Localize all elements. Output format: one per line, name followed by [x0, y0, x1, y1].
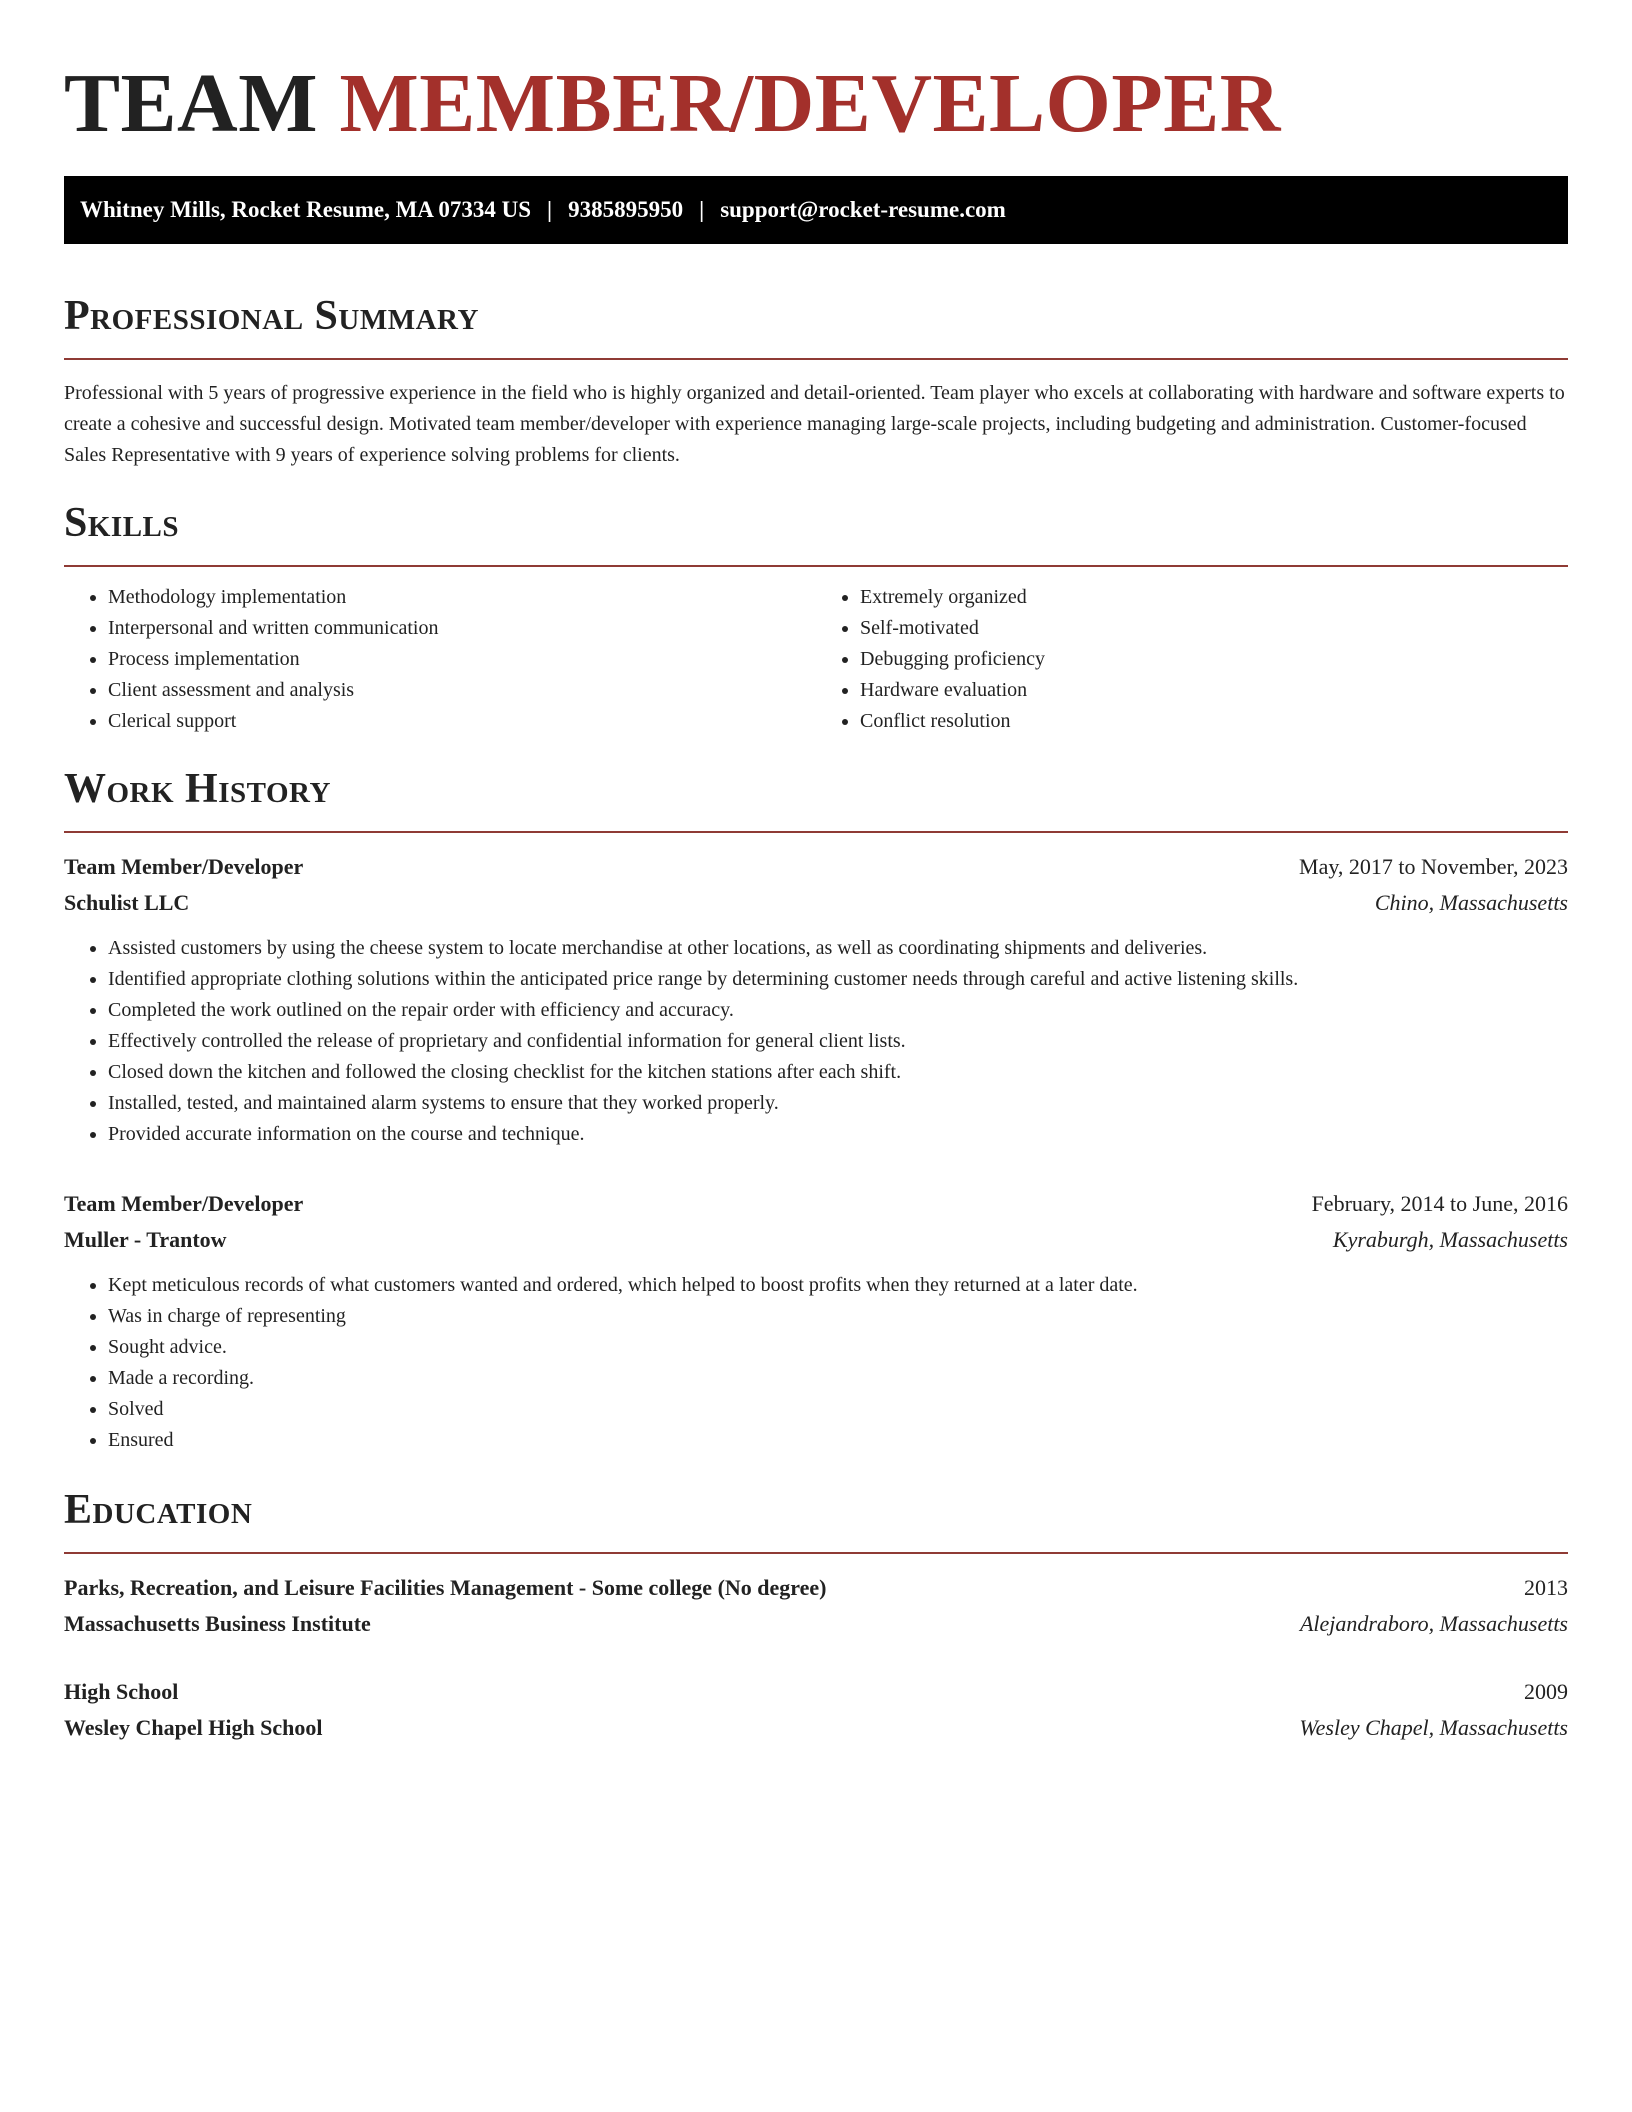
job-bullet: • Sought advice.: [108, 1332, 1568, 1363]
skills-column-left: [64, 582, 816, 737]
skill-item: • Interpersonal and written communication: [108, 613, 816, 644]
job-entry: [64, 1186, 1568, 1456]
title-part-1: TEAM: [64, 57, 318, 150]
education-entry: [64, 1570, 1568, 1642]
education-degree: High School: [64, 1679, 179, 1704]
job-bullets: [64, 1270, 1568, 1456]
skills-list: [64, 582, 1568, 737]
education-heading: Education: [64, 1487, 253, 1533]
resume-title: [64, 48, 1568, 160]
job-header-row: [64, 849, 1568, 885]
education-header-row: [64, 1674, 1568, 1710]
education-school: Wesley Chapel High School: [64, 1715, 323, 1740]
skills-heading: Skills: [64, 500, 180, 546]
job-bullet: • Made a recording.: [108, 1363, 1568, 1394]
job-bullet: • Closed down the kitchen and followed the closing checklist for the kitchen stations after each shift.: [108, 1057, 1568, 1088]
job-bullet: • Installed, tested, and maintained alarm systems to ensure that they worked properly.: [108, 1088, 1568, 1119]
education-degree: Parks, Recreation, and Leisure Facilities Management - Some college (No degree): [64, 1575, 827, 1600]
education-header-row: [64, 1570, 1568, 1606]
contact-separator: |: [547, 197, 553, 222]
job-bullet: • Solved: [108, 1394, 1568, 1425]
contact-separator: |: [699, 197, 705, 222]
job-bullet: • Identified appropriate clothing solutions within the anticipated price range by determining customer needs through careful and active listening skills.: [108, 964, 1568, 995]
education-year: 2013: [1524, 1575, 1568, 1600]
education-school-row: [64, 1710, 1568, 1746]
education-location: Wesley Chapel, Massachusetts: [1299, 1715, 1568, 1740]
section-divider: [64, 358, 1568, 360]
job-dates: February, 2014 to June, 2016: [1311, 1191, 1568, 1216]
job-company: Muller - Trantow: [64, 1227, 227, 1252]
job-title: Team Member/Developer: [64, 1191, 304, 1216]
education-year: 2009: [1524, 1679, 1568, 1704]
job-location: Chino, Massachusetts: [1374, 890, 1568, 915]
title-part-2: MEMBER/DEVELOPER: [339, 57, 1281, 150]
job-title: Team Member/Developer: [64, 854, 304, 879]
skill-item: • Self-motivated: [860, 613, 1568, 644]
job-header-row: [64, 1186, 1568, 1222]
job-dates: May, 2017 to November, 2023: [1299, 854, 1568, 879]
summary-heading: Professional Summary: [64, 293, 479, 339]
skill-item: • Debugging proficiency: [860, 644, 1568, 675]
contact-address: Whitney Mills, Rocket Resume, MA 07334 US: [80, 197, 532, 222]
contact-email: support@rocket-resume.com: [720, 197, 1006, 222]
section-divider: [64, 565, 1568, 567]
education-school-row: [64, 1606, 1568, 1642]
skill-item: • Process implementation: [108, 644, 816, 675]
job-bullet: • Completed the work outlined on the repair order with efficiency and accuracy.: [108, 995, 1568, 1026]
education-school: Massachusetts Business Institute: [64, 1611, 371, 1636]
skill-item: • Client assessment and analysis: [108, 675, 816, 706]
skill-item: • Hardware evaluation: [860, 675, 1568, 706]
job-bullet: • Effectively controlled the release of proprietary and confidential information for general client lists.: [108, 1026, 1568, 1057]
job-bullet: • Assisted customers by using the cheese system to locate merchandise at other locations, as well as coordinating shipments and deliveries.: [108, 933, 1568, 964]
job-bullet: • Provided accurate information on the course and technique.: [108, 1119, 1568, 1150]
job-company-row: [64, 885, 1568, 921]
summary-text: Professional with 5 years of progressive experience in the field who is highly organized and detail-oriented. Team player who excels at collaborating with hardware and software experts to create a cohesive and successful design. Motivated team member/developer with experience managing large-scale projects, including budgeting and administration. Customer-focused Sales Representative with 9 years of experience solving problems for clients.: [64, 382, 1565, 466]
skills-column-right: [816, 582, 1568, 737]
education-entry: [64, 1674, 1568, 1746]
job-bullet: • Ensured: [108, 1425, 1568, 1456]
job-location: Kyraburgh, Massachusetts: [1332, 1227, 1568, 1252]
job-company-row: [64, 1222, 1568, 1258]
contact-phone: 9385895950: [568, 197, 684, 222]
job-bullet: • Kept meticulous records of what customers wanted and ordered, which helped to boost profits when they returned at a later date.: [108, 1270, 1568, 1301]
skill-item: • Extremely organized: [860, 582, 1568, 613]
section-divider: [64, 831, 1568, 833]
work-history-heading: Work History: [64, 766, 331, 812]
job-bullet: • Was in charge of representing: [108, 1301, 1568, 1332]
job-company: Schulist LLC: [64, 890, 190, 915]
education-location: Alejandraboro, Massachusetts: [1299, 1611, 1568, 1636]
section-divider: [64, 1552, 1568, 1554]
skill-item: • Methodology implementation: [108, 582, 816, 613]
contact-bar: [64, 176, 1568, 244]
job-bullets: [64, 933, 1568, 1150]
skill-item: • Conflict resolution: [860, 706, 1568, 737]
skill-item: • Clerical support: [108, 706, 816, 737]
job-entry: [64, 849, 1568, 1150]
